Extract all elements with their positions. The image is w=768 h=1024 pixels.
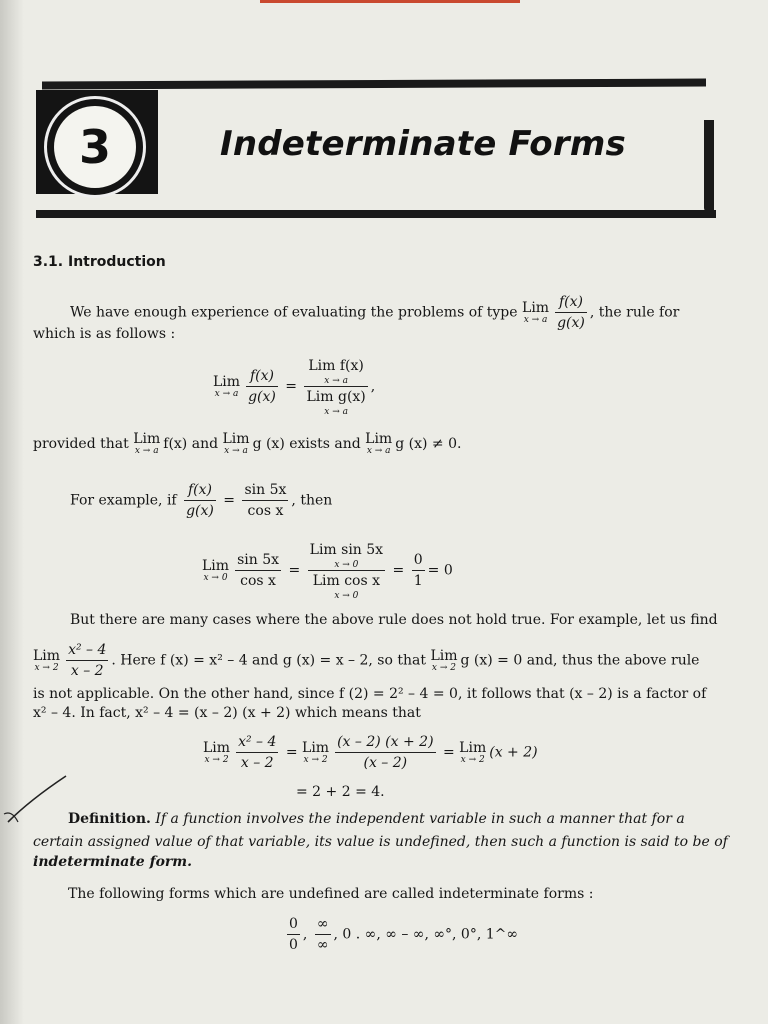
lim-subscript: x → a [366, 446, 391, 456]
denominator: g(x) [557, 315, 585, 331]
numerator [304, 356, 367, 387]
provided-text-a: provided that [33, 436, 129, 452]
but-line-1: But there are many cases where the above rule does not hold true. For example, let us find [70, 612, 718, 628]
lim-word: Lim [302, 739, 330, 756]
equals-sign: = [285, 744, 298, 761]
but-line-3: is not applicable. On the other hand, since f (2) = 2² – 4 = 0, it follows that (x – 2) is a factor of [33, 686, 707, 702]
intro-line-2: which is as follows : [33, 326, 176, 342]
definition-line-3: indeterminate form. [33, 854, 192, 870]
comma: , [370, 378, 376, 395]
equals-sign: = [285, 378, 298, 395]
numerator: sin 5x [235, 550, 281, 571]
limit-operator [365, 432, 392, 456]
example-line [70, 480, 332, 521]
but-line-2 [33, 640, 699, 681]
denominator: (x – 2) [363, 755, 408, 771]
lim-subscript: x → 0 [203, 572, 228, 583]
numerator: sin 5x [242, 480, 288, 501]
fraction-fx-gx [555, 292, 587, 333]
equals-sign: = [223, 492, 236, 509]
limit-operator [459, 741, 486, 765]
intro-text-b: , the rule for [589, 304, 680, 321]
fraction-inf-inf [315, 914, 331, 955]
fraction-x2-4 [236, 732, 278, 773]
forms-rest: , 0 . ∞, ∞ – ∞, ∞°, 0°, 1^∞ [333, 926, 519, 943]
numerator: x² – 4 [66, 640, 108, 661]
lim-word: Lim [459, 739, 487, 756]
lim-subscript: x → 2 [303, 754, 328, 765]
denominator: 0 [289, 937, 298, 953]
indeterminate-forms-list [284, 914, 518, 955]
equation-quotient-rule [213, 356, 375, 417]
comma: , [302, 926, 308, 943]
fraction-of-limits [304, 356, 367, 417]
denominator: x – 2 [70, 663, 104, 679]
lim-fx: Lim f(x) [308, 358, 364, 374]
numerator: 0 [412, 550, 425, 571]
lim-subscript: x → a [324, 407, 348, 417]
chapter-number: 3 [54, 106, 136, 188]
page-top-mark [260, 0, 520, 3]
example-text-a: For example, if [70, 492, 177, 509]
chapter-banner [36, 76, 720, 226]
intro-text-a: We have enough experience of evaluating the problems of type [70, 304, 518, 321]
numerator: f(x) [246, 366, 278, 387]
fraction-x2-4 [66, 640, 108, 681]
limit-operator [133, 432, 160, 456]
lim-word: Lim [222, 431, 250, 447]
limit-operator [213, 375, 240, 399]
denominator: ∞ [316, 937, 329, 953]
example-text-b: , then [291, 492, 333, 509]
x-plus-2: (x + 2) [489, 744, 538, 761]
lim-subscript: x → 2 [460, 754, 485, 765]
section-heading: 3.1. Introduction [33, 254, 166, 270]
numerator [308, 540, 385, 571]
lim-subscript: x → a [324, 376, 348, 386]
fraction-sin-cos [242, 480, 288, 521]
definition-line-2: certain assigned value of that variable, its value is undefined, then such a function is said to be of [33, 834, 728, 850]
equals-zero: = 0 [427, 562, 453, 579]
equals-sign: = [288, 562, 301, 579]
limit-operator [430, 649, 457, 673]
equals-sign: = [442, 744, 455, 761]
lim-word: Lim [522, 299, 550, 316]
lim-subscript: x → 0 [334, 591, 359, 601]
numerator: (x – 2) (x + 2) [335, 732, 435, 753]
lim-subscript: x → a [214, 388, 239, 399]
lim-word: Lim [365, 431, 393, 447]
limit-operator [33, 649, 60, 673]
equation-sin-cos-limit [202, 540, 453, 601]
limit-operator [223, 432, 250, 456]
fraction-factored [335, 732, 435, 773]
numerator: x² – 4 [236, 732, 278, 753]
limit-operator [522, 301, 549, 325]
banner-top-rule [42, 79, 706, 90]
but-text-b: . Here f (x) = x² – 4 and g (x) = x – 2, so that [111, 652, 426, 669]
lim-word: Lim [213, 373, 241, 390]
fraction-fx-gx [184, 480, 216, 521]
provided-line [33, 432, 461, 456]
lim-subscript: x → 2 [34, 662, 59, 673]
following-forms-line: The following forms which are undefined are called indeterminate forms : [68, 886, 594, 902]
lim-cos: Lim cos x [312, 573, 381, 589]
equation-result: = 2 + 2 = 4. [296, 784, 385, 800]
denominator: cos x [247, 503, 284, 519]
banner-right-rule [704, 120, 714, 212]
limit-operator [203, 741, 230, 765]
fraction-zero-zero [287, 914, 300, 955]
fraction-fx-gx [246, 366, 278, 407]
lim-word: Lim [202, 557, 230, 574]
lim-subscript: x → a [224, 446, 248, 456]
limit-operator [302, 741, 329, 765]
limit-operator [202, 559, 229, 583]
definition-line-1 [68, 809, 685, 829]
banner-bottom-rule [36, 210, 716, 218]
lim-word: Lim [33, 647, 61, 664]
denominator: g(x) [186, 503, 214, 519]
lim-subscript: x → a [523, 314, 548, 325]
lim-gx: Lim g(x) [306, 389, 366, 405]
definition-text-a: If a function involves the independent variable in such a manner that for a [155, 811, 685, 827]
provided-text-b: f(x) and [163, 436, 219, 452]
lim-subscript: x → a [134, 446, 159, 456]
lim-sin: Lim sin 5x [309, 542, 384, 558]
equals-sign: = [392, 562, 405, 579]
lim-subscript: x → 2 [431, 662, 456, 673]
numerator: f(x) [555, 292, 587, 313]
lim-subscript: x → 0 [334, 560, 359, 570]
lim-word: Lim [133, 431, 161, 447]
lim-word: Lim [430, 647, 458, 664]
page-edge-shadow [0, 0, 24, 1024]
equation-factorization [203, 732, 538, 773]
definition-label: Definition. [68, 811, 151, 827]
denominator: 1 [413, 573, 423, 589]
numerator: 0 [287, 914, 300, 935]
numerator: f(x) [184, 480, 216, 501]
provided-text-d: g (x) ≠ 0. [395, 436, 462, 452]
denominator [304, 387, 367, 417]
denominator: g(x) [248, 389, 276, 405]
fraction-sin-cos [235, 550, 281, 591]
lim-subscript: x → 2 [204, 754, 229, 765]
fraction-of-limits [308, 540, 385, 601]
denominator: x – 2 [240, 755, 274, 771]
but-line-4: x² – 4. In fact, x² – 4 = (x – 2) (x + 2) which means that [33, 705, 421, 721]
but-text-c: g (x) = 0 and, thus the above rule [460, 652, 700, 669]
chapter-title: Indeterminate Forms [220, 124, 626, 164]
denominator: cos x [240, 573, 276, 589]
denominator [308, 571, 385, 601]
provided-text-c: g (x) exists and [252, 436, 361, 452]
lim-word: Lim [203, 739, 231, 756]
fraction-zero-one [412, 550, 425, 591]
numerator: ∞ [315, 914, 331, 935]
